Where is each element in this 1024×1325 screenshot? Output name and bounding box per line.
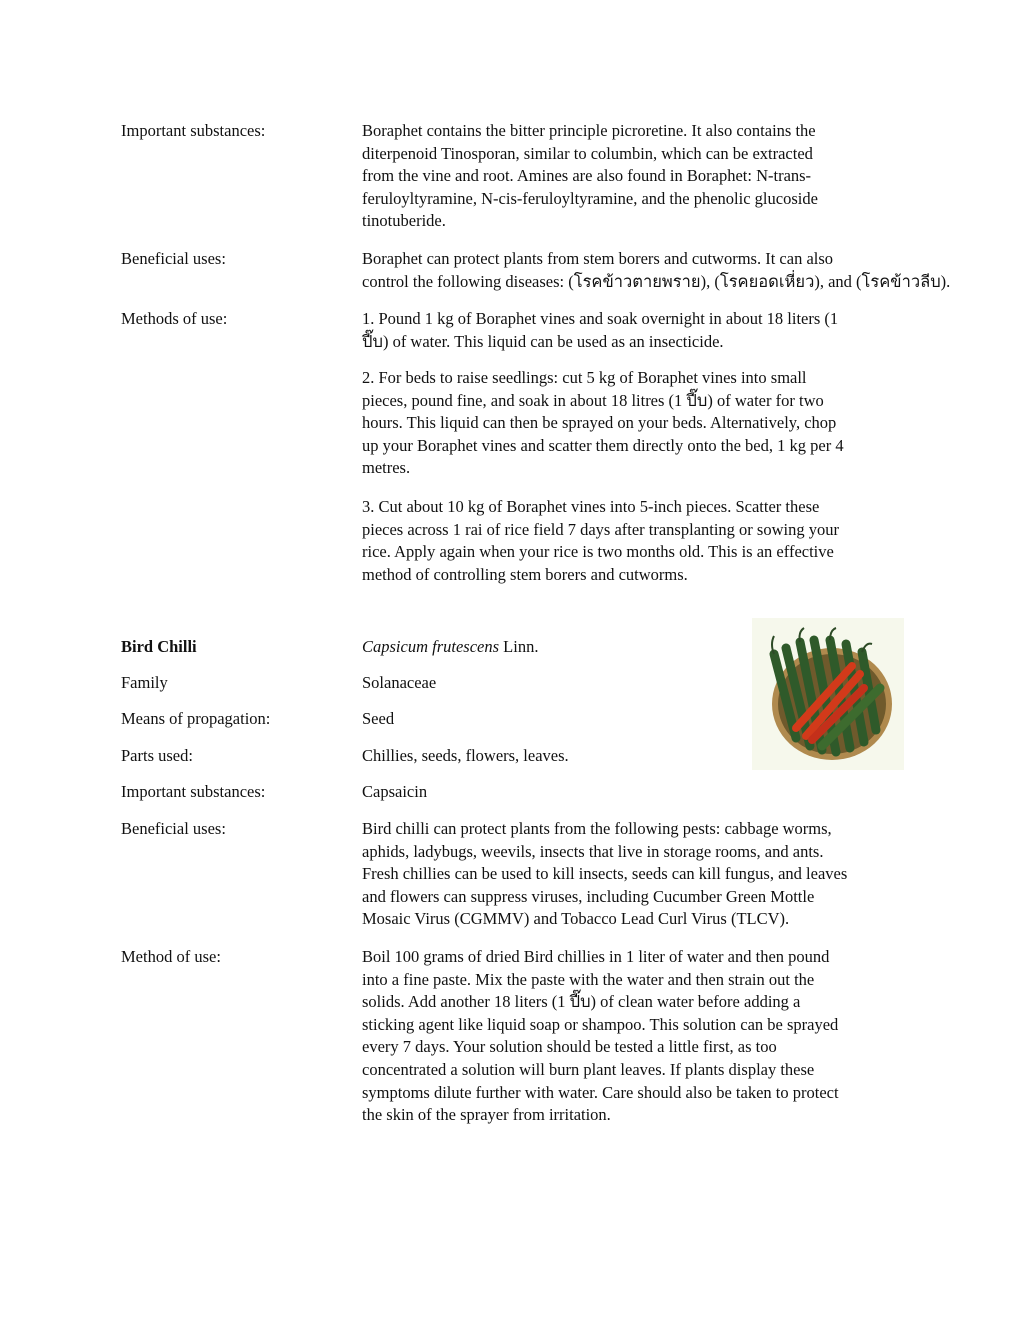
author-abbrev: Linn. <box>499 637 539 656</box>
field-label: Methods of use: <box>121 309 228 328</box>
field-value: Bird chilli can protect plants from the following pests: cabbage worms, aphids, ladybugs, weevils, insects that live in storage rooms, and ants. Fresh chillies can be used to kill insects, seeds can kill fungus, and leaves and flowers can suppress viruses, including Cucumber Green Mottle Mosaic Virus (CGMMV) and Tobacco Lead Curl Virus (TLCV). <box>362 819 848 929</box>
bird-chilli-photo <box>752 618 904 770</box>
field-value: Boil 100 grams of dried Bird chillies in 1 liter of water and then pound into a fine paste. Mix the paste with the water and then strain out the solids. Add another 18 liters (1 ปี๊บ) of clean water before adding a sticking agent like liquid soap or shampoo. This solution can be sprayed every 7 days. Your solution should be tested a little first, as too concentrated a solution will burn plant leaves. If plants display these symptoms dilute further with water. Care should also be taken to protect the skin of the sprayer from irritation. <box>362 947 839 1125</box>
field-value: Capsaicin <box>362 782 428 801</box>
field-value: Boraphet contains the bitter principle picroretine. It also contains the diterpenoid Tinosporan, similar to columbin, which can be extracted from the vine and root. Amines are also found in Boraphet: N-trans- feruloyltyramine, N-cis-feruloyltyramine, and the phenolic glucoside tinotuberide. <box>362 121 818 231</box>
chilli-basket-illustration <box>752 618 904 770</box>
field-label: Family <box>121 673 168 692</box>
field-label: Beneficial uses: <box>121 249 226 268</box>
field-label: Important substances: <box>121 782 266 801</box>
field-value: Seed <box>362 709 395 728</box>
field-value: Solanaceae <box>362 673 437 692</box>
field-label: Method of use: <box>121 947 221 966</box>
field-label: Means of propagation: <box>121 709 271 728</box>
method-item-1: 1. Pound 1 kg of Boraphet vines and soak overnight in about 18 liters (1 ปี๊บ) of water. This liquid can be used as an insecticide. <box>362 309 839 351</box>
field-label: Important substances: <box>121 121 266 140</box>
field-value: Chillies, seeds, flowers, leaves. <box>362 746 569 765</box>
field-label: Parts used: <box>121 746 193 765</box>
field-label: Beneficial uses: <box>121 819 226 838</box>
scientific-name: Capsicum frutescens <box>362 637 500 656</box>
field-value: Boraphet can protect plants from stem borers and cutworms. It can also control the following diseases: (โรคข้าวตายพราย), (โรคยอดเหี่ยว), and (โรคข้าวลีบ). <box>362 249 951 291</box>
plant-name: Bird Chilli <box>121 637 197 656</box>
method-item-2: 2. For beds to raise seedlings: cut 5 kg of Boraphet vines into small pieces, pound fine, and soak in about 18 litres (1 ปี๊บ) of water for two hours. This liquid can then be sprayed on your beds. Alternatively, chop up your Boraphet vines and scatter them directly onto the bed, 1 kg per 4 metres. <box>362 368 844 478</box>
method-item-3: 3. Cut about 10 kg of Boraphet vines into 5-inch pieces. Scatter these pieces across 1 rai of rice field 7 days after transplanting or sowing your rice. Apply again when your rice is two months old. This is an effective method of controlling stem borers and cutworms. <box>362 497 839 584</box>
